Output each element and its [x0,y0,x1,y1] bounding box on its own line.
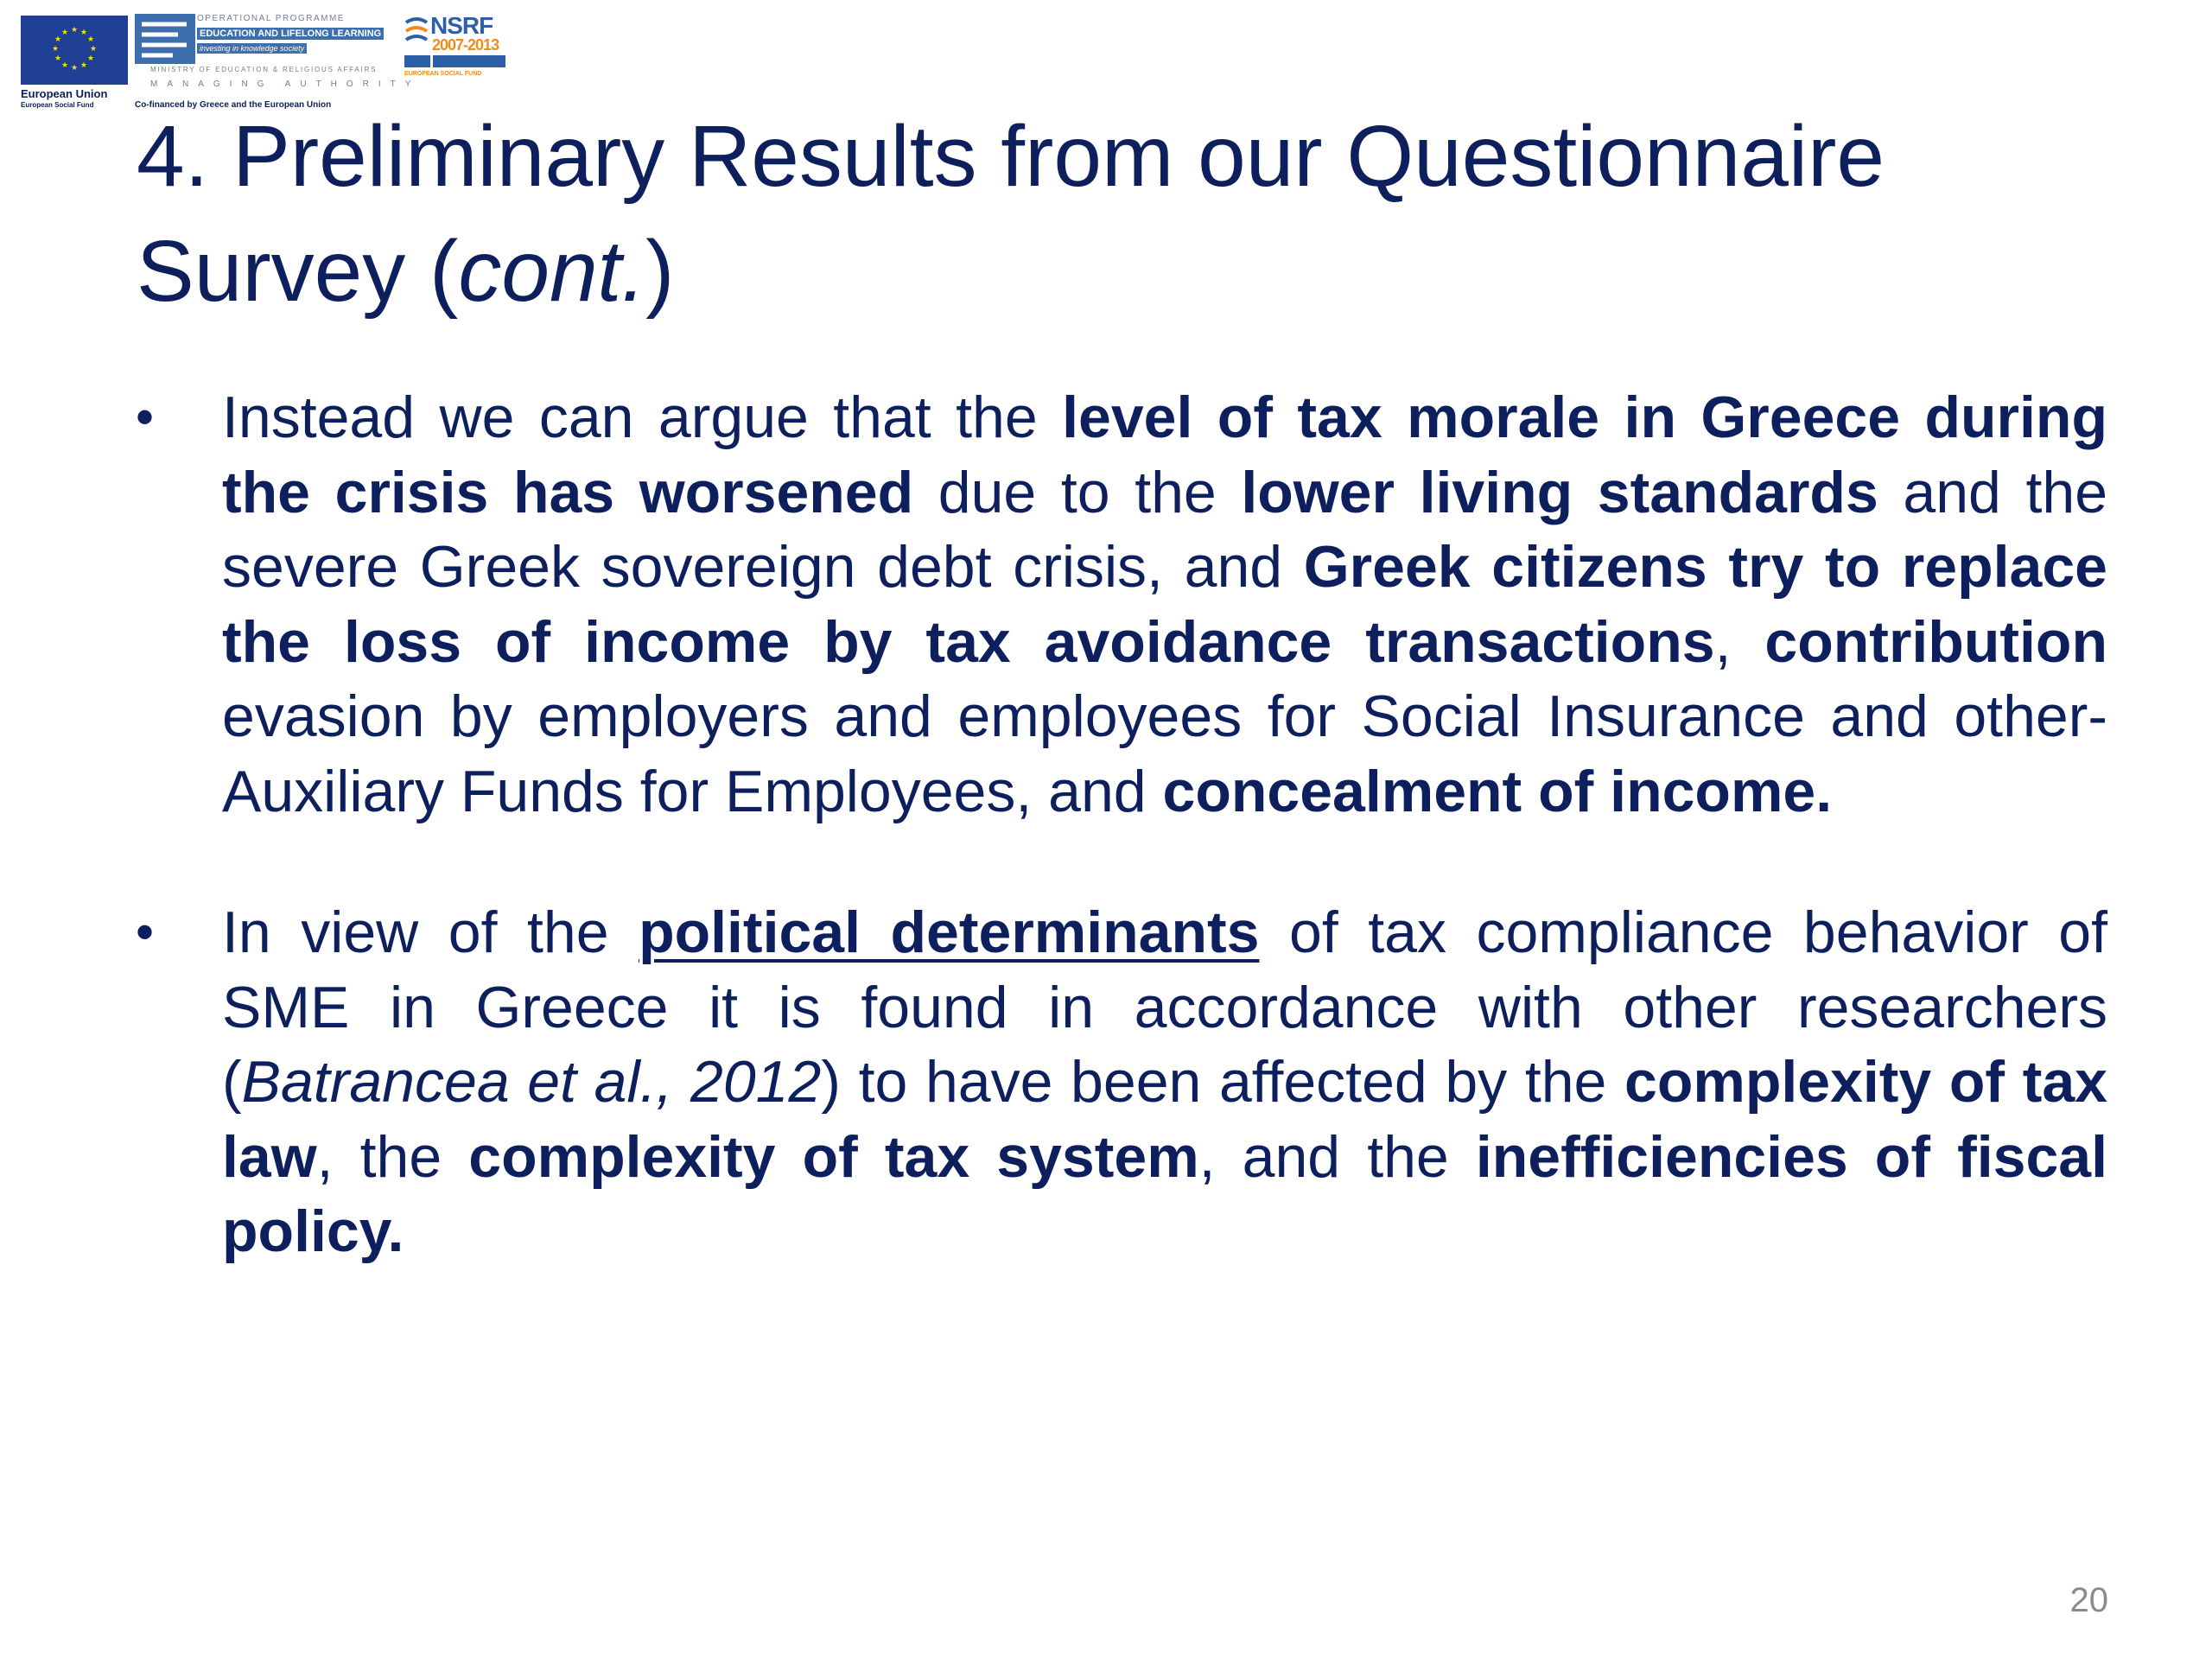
text-run: due to the [913,459,1242,525]
text-run: , and the [1198,1123,1476,1190]
text-run: Instead we can argue that the [222,385,1063,450]
eu-fund: European Social Fund [21,101,94,109]
bullet-marker: • [136,388,155,446]
text-run: ) to have been affected by the [821,1049,1624,1115]
bold-run: contribution [1764,608,2107,675]
svg-text:★: ★ [60,61,69,70]
bold-run: complexity of tax law [222,1049,2108,1190]
svg-text:★: ★ [89,45,98,54]
underlined-bold-run: political determinants [639,899,1260,965]
title-main: 4. Preliminary Results from our Questionnaire Survey ( [137,108,1885,320]
nsrf-sub: EUROPEAN SOCIAL FUND [404,71,482,77]
citation-run: Batrancea et al., 2012 [241,1049,822,1115]
eu-flag-icon [21,16,128,85]
svg-text:★: ★ [70,64,79,73]
text-run: , [1714,608,1765,675]
svg-text:★: ★ [86,35,95,44]
svg-text:★: ★ [86,54,95,63]
op-mark-icon [135,14,195,64]
nsrf-swoosh-icon [404,14,429,48]
slide-title [137,99,2124,329]
bullet-marker: • [136,903,155,961]
svg-text:★: ★ [70,26,79,35]
bold-run: complexity of tax system [468,1123,1199,1190]
bold-run: inefficiencies of fiscal policy. [222,1123,2107,1264]
svg-text:★: ★ [51,45,60,54]
op-ministry: MINISTRY OF EDUCATION & RELIGIOUS AFFAIRS [150,66,378,73]
eu-logo [21,16,128,109]
page-number: 20 [2069,1581,2108,1619]
svg-text:★: ★ [79,61,88,70]
bold-run: lower living standards [1241,459,1878,525]
text-run: evasion by employers and employees for Social Insurance and other-Auxiliary Funds for Employees, and [222,683,2107,824]
text-run: In view of the [222,899,639,965]
title-italic: cont. [458,223,646,320]
bold-run: level of tax morale in Greece during the crisis has worsened [222,385,2107,525]
op-managing-authority: MANAGING AUTHORITY [150,79,421,89]
svg-text:★: ★ [79,29,88,37]
op-line1: OPERATIONAL PROGRAMME [197,14,345,23]
text-run: , the [316,1123,469,1190]
eu-name: European Union [21,87,108,100]
svg-text:★: ★ [54,54,62,63]
text-run: of tax compliance behavior of SME in Greece it is found in accordance with other researchers ( [222,899,2108,1115]
nsrf-years: 2007-2013 [432,36,499,54]
bullet-item-tax-morale [136,380,2107,829]
bold-run: Greek citizens try to replace the loss of income by tax avoidance transactions [222,534,2107,675]
text-run: and the severe Greek sovereign debt crisis, and [222,459,2108,600]
nsrf-bar [404,55,506,67]
cofinanced-text: Co-financed by Greece and the European Union [135,100,332,110]
bullet-list [136,380,2107,1269]
op-line2: EDUCATION AND LIFELONG LEARNING [197,28,384,40]
svg-text:★: ★ [60,29,69,37]
nsrf-logo [404,10,508,88]
svg-text:★: ★ [54,35,62,44]
op-line3: investing in knowledge society [197,43,307,54]
bold-run: concealment of income. [1162,758,1833,824]
nsrf-title: NSRF [430,12,493,39]
title-close: ) [645,223,675,320]
operational-programme-logo [135,10,421,110]
bullet-item-political-determinants [136,895,2107,1269]
